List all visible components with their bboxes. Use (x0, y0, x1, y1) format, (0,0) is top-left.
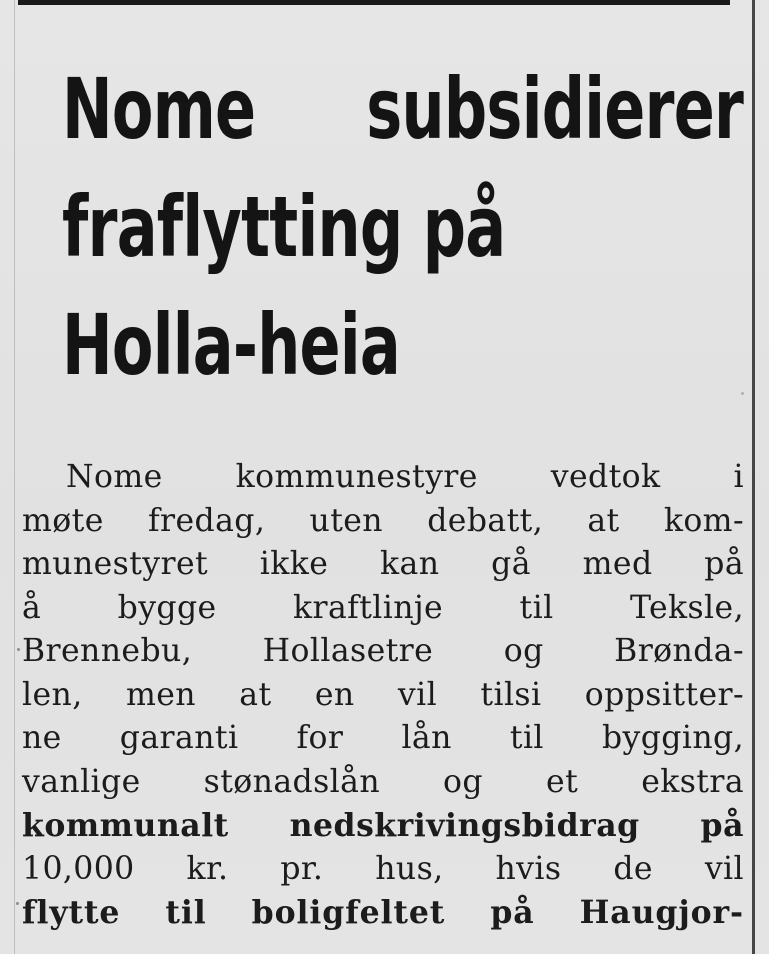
body-line: len, men at en vil tilsi oppsitter- (22, 676, 744, 713)
left-column-rule (14, 0, 15, 954)
print-speck (16, 902, 19, 905)
body-line: å bygge kraftlinje til Teksle, (22, 589, 744, 626)
top-rule (18, 0, 730, 5)
body-line: kommunalt nedskrivingsbidrag på (22, 807, 744, 844)
article-body (22, 456, 744, 935)
headline-line: Nome subsidierer (62, 60, 744, 158)
headline-line: Holla-heia (62, 296, 400, 394)
body-line: flytte til boligfeltet på Haugjor- (22, 894, 744, 931)
print-speck (17, 648, 20, 651)
body-line: Brennebu, Hollasetre og Brønda- (22, 633, 744, 669)
body-line: møte fredag, uten debatt, at kom- (22, 502, 744, 539)
headline (62, 50, 744, 404)
right-column-rule (752, 0, 755, 954)
body-line: ne garanti for lån til bygging, (22, 720, 744, 756)
body-line: munestyret ikke kan gå med på (22, 546, 744, 582)
headline-line: fraflytting på (62, 178, 506, 276)
body-line: Nome kommunestyre vedtok i (66, 459, 744, 495)
print-speck (741, 392, 744, 395)
body-line: vanlige stønadslån og et ekstra (22, 763, 744, 800)
body-line: 10,000 kr. pr. hus, hvis de vil (22, 850, 744, 887)
